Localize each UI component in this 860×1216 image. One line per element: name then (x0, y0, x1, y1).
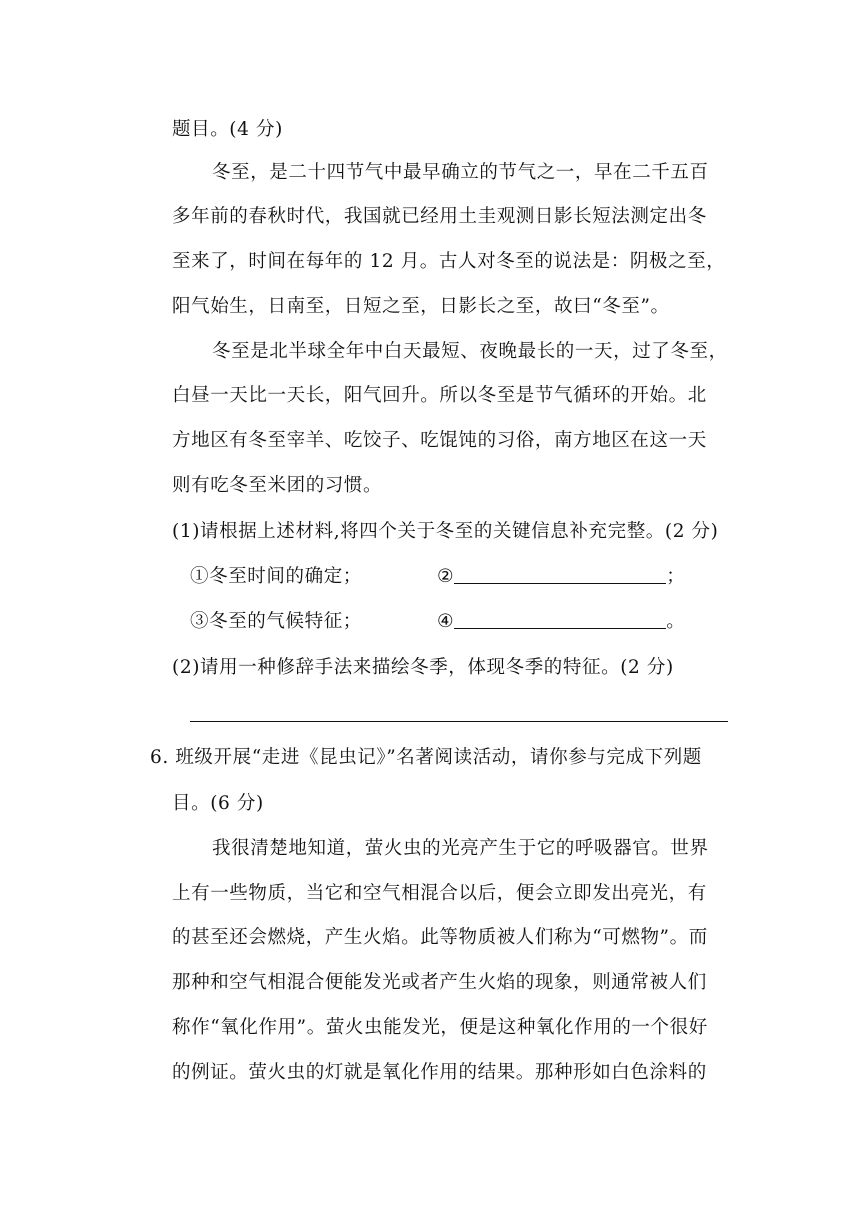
item2-answer-blank[interactable] (454, 565, 666, 584)
q6-passage-line: 称作“氧化作用”。萤火虫能发光，便是这种氧化作用的一个很好 (172, 1017, 708, 1038)
q5-sub1-item4 (437, 610, 685, 634)
q6-passage-line: 那种和空气相混合便能发光或者产生火焰的现象，则通常被人们 (172, 972, 707, 993)
q5-passage-line: 冬至，是二十四节气中最早确立的节气之一，早在二千五百 (212, 162, 709, 183)
q5-sub1-item1: ①冬至时间的确定； (190, 566, 362, 587)
q5-title-tail: 题目。(4 分) (172, 119, 283, 140)
q5-passage-line: 多年前的春秋时代，我国就已经用土圭观测日影长短法测定出冬 (172, 206, 707, 227)
q6-question-line: 目。(6 分) (172, 793, 264, 814)
q5-passage-line: 白昼一天比一天长，阳气回升。所以冬至是节气循环的开始。北 (172, 385, 707, 406)
q5-passage-line: 阳气始生，日南至，日短之至，日影长之至，故曰“冬至”。 (172, 296, 670, 317)
q5-passage-line: 冬至是北半球全年中白天最短、夜晚最长的一天，过了冬至， (212, 341, 728, 362)
item2-label: ② (437, 566, 455, 587)
item4-answer-blank[interactable] (454, 610, 666, 629)
item2-end: ； (666, 566, 686, 587)
q5-sub1-item3: ③冬至的气候特征； (190, 611, 362, 632)
q6-passage-line: 的例证。萤火虫的灯就是氧化作用的结果。那种形如白色涂料的 (172, 1062, 707, 1083)
q5-sub1-prompt: (1)请根据上述材料,将四个关于冬至的关键信息补充完整。(2 分) (172, 521, 719, 542)
q5-passage-line: 方地区有冬至宰羊、吃饺子、吃馄饨的习俗，南方地区在这一天 (172, 430, 707, 451)
q6-passage-line: 上有一些物质，当它和空气相混合以后，便会立即发出亮光，有 (172, 883, 707, 904)
item4-label: ④ (437, 611, 455, 632)
q6-passage-line: 我很清楚地知道，萤火虫的光亮产生于它的呼吸器官。世界 (212, 838, 709, 859)
q6-passage-line: 的甚至还会燃烧，产生火焰。此等物质被人们称为“可燃物”。而 (172, 927, 708, 948)
q5-sub2-answer-line[interactable] (190, 721, 728, 722)
item4-end: 。 (666, 611, 686, 632)
q6-question-line: 6. 班级开展“走进《昆虫记》”名著阅读活动，请你参与完成下列题 (150, 747, 702, 768)
q5-passage-line: 则有吃冬至米团的习惯。 (172, 475, 383, 496)
q5-sub1-item2 (437, 565, 685, 589)
q5-passage-line: 至来了，时间在每年的 12 月。古人对冬至的说法是：阴极之至， (172, 251, 726, 272)
q5-sub2-prompt: (2)请用一种修辞手法来描绘冬季，体现冬季的特征。(2 分) (172, 657, 674, 678)
